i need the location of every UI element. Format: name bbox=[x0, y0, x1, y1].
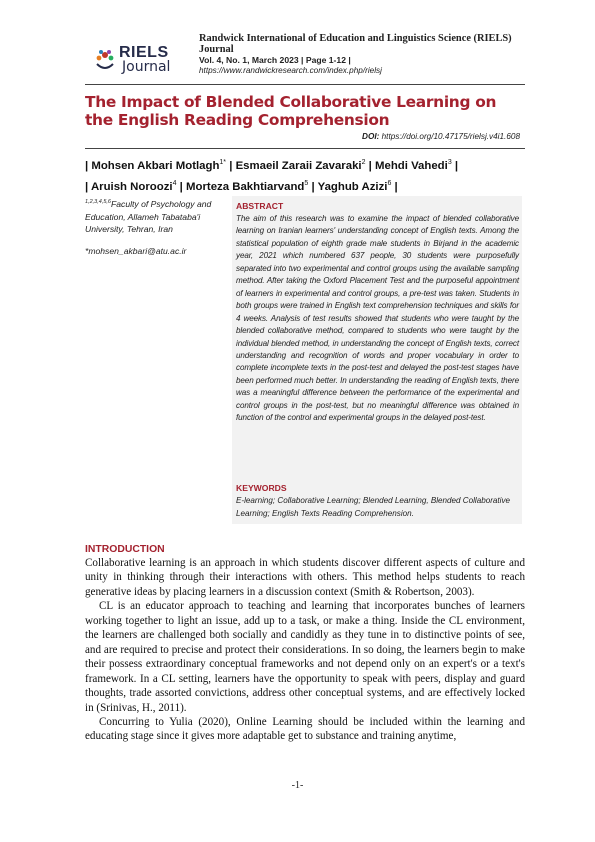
doi-link[interactable]: https://doi.org/10.47175/rielsj.v4i1.608 bbox=[381, 132, 520, 141]
logo-subword: Journal bbox=[122, 59, 171, 75]
author-name: Mehdi Vahedi bbox=[375, 159, 448, 172]
journal-info bbox=[199, 33, 529, 76]
author-name: Mohsen Akbari Motlagh bbox=[91, 159, 220, 172]
corresponding-email[interactable]: *mohsen_akbari@atu.ac.ir bbox=[85, 246, 187, 256]
author-sup: 6 bbox=[387, 179, 392, 187]
abstract-text: The aim of this research was to examine the impact of blended collaborative learning on Iranian learners' understanding concept of English texts. Among the statistical population of eighth grade male students in Birjand in the academic year, 2021 which numbered 637 people, 30 students were purposefully separated into two experimental and control groups using the available sampling method. After taking the Oxford Placement Test and the purposeful appointment of learners in experimental and control groups, a pre-test was taken. Students in both groups were trained in English text comprehension techniques and skills for 4 weeks. Analysis of test results showed that students who were taught by the blended collaborative method, compared to students who were taught by the individual blended method, in understanding the concept of English texts, correct understanding and recognition of words and proper vocabulary in order to complete incomplete texts in the post-test and delayed the post-test stages have been performed much better. In understanding the reading of English texts, there was a meaningful difference between the performance of the experimental and control groups in the post-test, but no meaningful difference was obtained in function of the control and experimental groups in the delayed post-test. bbox=[236, 214, 519, 423]
introduction-body bbox=[85, 556, 525, 744]
author-sup: 4 bbox=[172, 179, 177, 187]
author-name: Esmaeil Zaraii Zavaraki bbox=[235, 159, 362, 172]
author-name: Morteza Bakhtiarvand bbox=[186, 180, 305, 193]
journal-logo bbox=[92, 44, 197, 80]
abstract-box bbox=[232, 196, 522, 524]
keywords-text: E-learning; Collaborative Learning; Blended Learning, Blended Collaborative Learning; English Texts Reading Comprehension. bbox=[236, 496, 511, 518]
header-divider bbox=[85, 84, 525, 85]
author-sup: 1* bbox=[219, 159, 227, 166]
journal-name: Randwick International of Education and Linguistics Science (RIELS) Journal bbox=[199, 33, 512, 55]
author-name: Aruish Noroozi bbox=[90, 180, 173, 193]
paragraph: CL is an educator approach to teaching and learning that incorporates bunches of learners working together to light an issue, add up to a task, or make a thing. Inside the CL environment, the learners are challenged both socially and candidly as they tune in to distinctive points of see, and are required to precise and protect their considerations. In so doing, the learners begin to make their possess extraordinary conceptual frameworks and not depend only on an expert's or a text's framework. In a CL setting, learners have the opportunity to speak with peers, display and guard thoughts, trade assorted convictions, address other conceptual systems, and are effectively locked in (Srinivas, H., 2011). bbox=[85, 600, 525, 714]
doi-label: DOI: bbox=[362, 132, 380, 141]
paragraph: Concurring to Yulia (2020), Online Learning should be included within the learning and educating stage since it gives more adaptable get to substance and training anytime, bbox=[85, 715, 525, 743]
article-doi[interactable] bbox=[362, 132, 520, 141]
journal-url[interactable]: https://www.randwickresearch.com/index.php/rielsj bbox=[199, 66, 382, 75]
affiliation-text: Faculty of Psychology and Education, Allameh Tabataba'i University, Tehran, Iran bbox=[85, 198, 212, 235]
author-sup: 2 bbox=[361, 159, 366, 166]
author-sup: 3 bbox=[447, 159, 452, 166]
keywords-heading: KEYWORDS bbox=[236, 483, 287, 493]
article-title: The Impact of Blended Collaborative Learning on the English Reading Comprehension bbox=[85, 93, 497, 129]
affiliation-sup: 1,2,3,4,5,6 bbox=[85, 199, 111, 205]
author-name: Yaghub Azizi bbox=[317, 180, 388, 193]
journal-volume: Vol. 4, No. 1, March 2023 | Page 1-12 | bbox=[199, 55, 351, 65]
author-sup: 5 bbox=[304, 179, 309, 187]
paragraph: Collaborative learning is an approach in which students discover different aspects of culture and unity in thinking through their interactions with others. This method helps students to reach generative ideas by placing learners in a discussion context (Smith & Robertson, 2003). bbox=[85, 557, 525, 598]
introduction-heading: INTRODUCTION bbox=[85, 544, 165, 555]
author-list: | Mohsen Akbari Motlagh$^{1*}$ | Esmaeil Zaraii Zavaraki$^2$ | Mehdi Vahedi$^3$ | | Aruish Noroozi$^4$ | Morteza Bakhtiarvand$^5$ | Yaghub Azizi$^6$ | bbox=[85, 159, 459, 193]
title-divider bbox=[85, 148, 525, 149]
riels-logo-icon bbox=[92, 46, 118, 72]
abstract-heading: ABSTRACT bbox=[236, 201, 284, 211]
affiliation bbox=[85, 196, 231, 236]
page-number: -1- bbox=[291, 780, 304, 791]
logo-wordmark: RIELS bbox=[119, 44, 169, 61]
